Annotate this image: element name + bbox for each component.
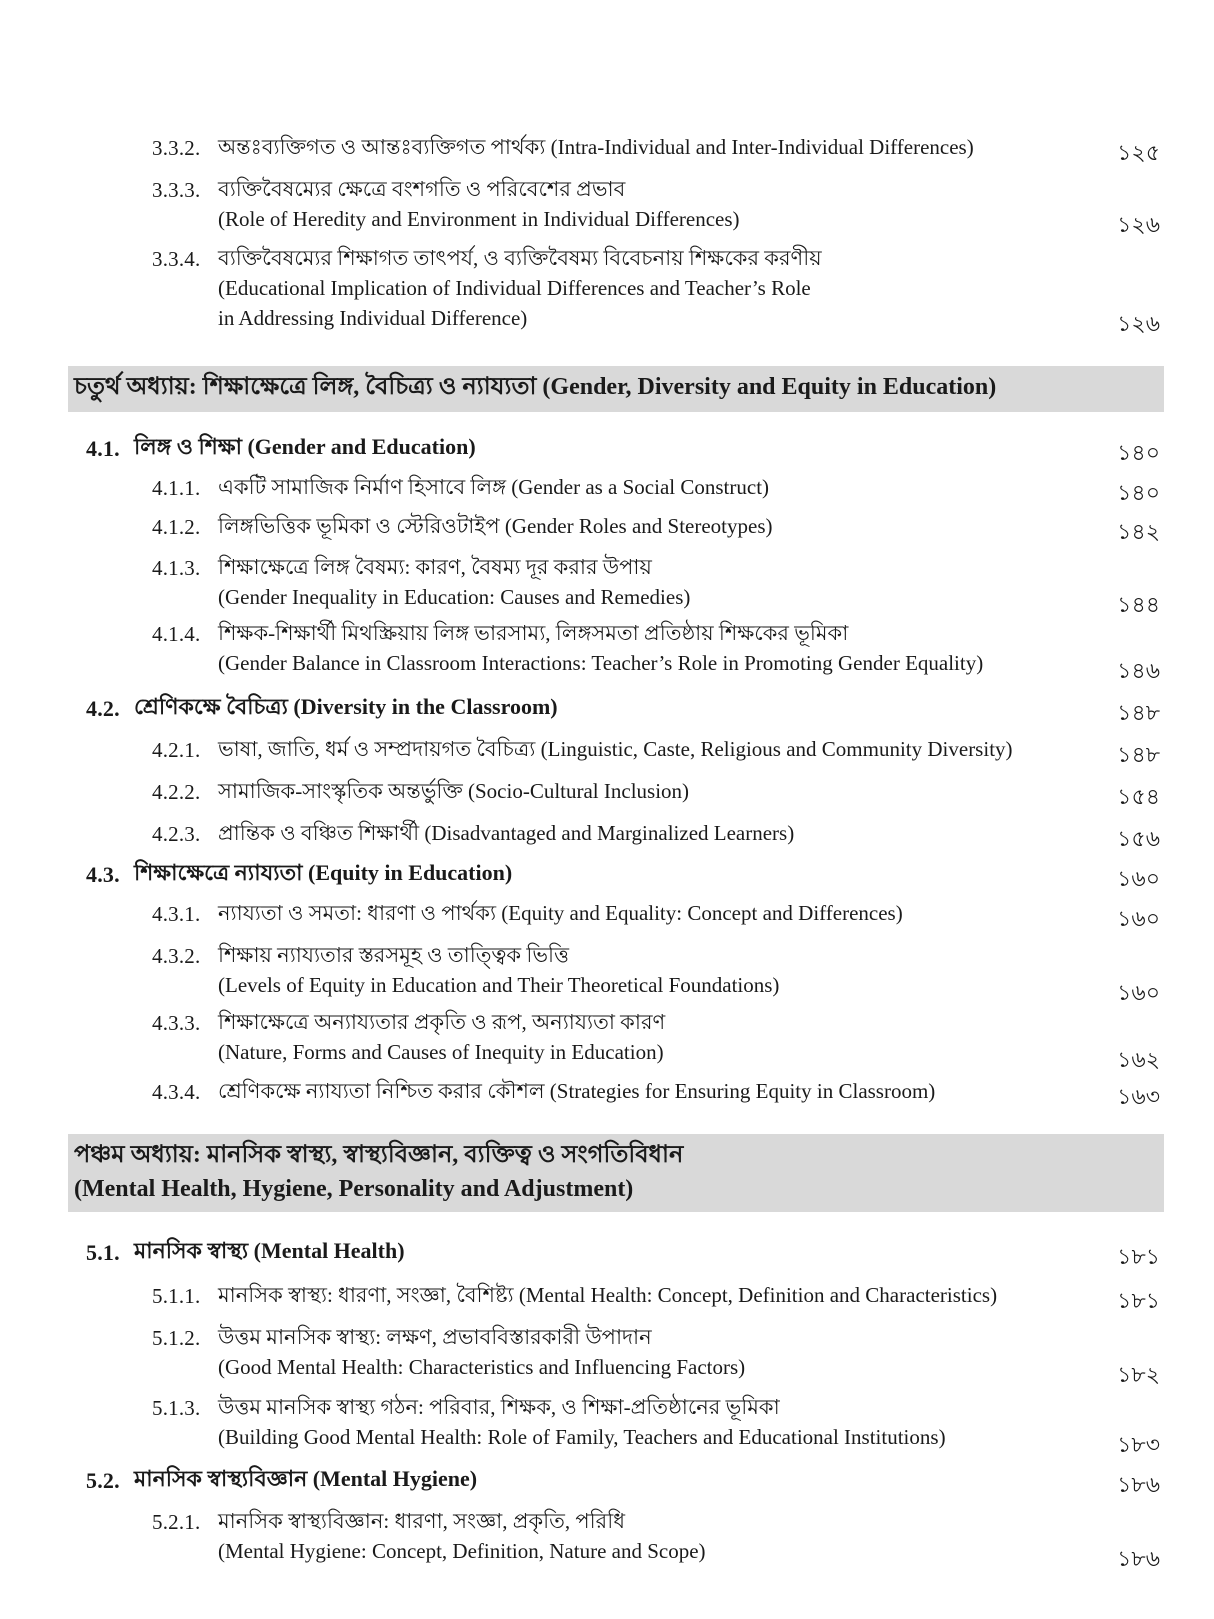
entry-line: (Gender Inequality in Education: Causes and Remedies) bbox=[218, 585, 691, 609]
page-number: ১৪৮ bbox=[1117, 700, 1160, 725]
entry-title bbox=[218, 132, 1084, 162]
entry-line: (Good Mental Health: Characteristics and Influencing Factors) bbox=[218, 1355, 746, 1379]
entry-number: 5.2. bbox=[86, 1468, 120, 1493]
entry-number: 4.1.1. bbox=[152, 476, 201, 500]
entry-number: 4.3.1. bbox=[152, 902, 201, 926]
page-number: ১৮১ bbox=[1117, 1244, 1160, 1269]
entry-title bbox=[218, 1322, 1084, 1382]
entry-number: 3.3.4. bbox=[152, 247, 201, 271]
entry-number: 5.1.1. bbox=[152, 1284, 201, 1308]
entry-line: একটি সামাজিক নির্মাণ হিসাবে লিঙ্গ (Gender as a Social Construct) bbox=[218, 475, 770, 499]
page-number: ১৮৬ bbox=[1117, 1472, 1160, 1497]
entry-title bbox=[134, 692, 1084, 722]
page-number: ১২৬ bbox=[1117, 212, 1160, 237]
chapter-5-heading bbox=[68, 1134, 1164, 1212]
entry-number: 4.3.3. bbox=[152, 1011, 201, 1035]
entry-line: মানসিক স্বাস্থ্যবিজ্ঞান (Mental Hygiene) bbox=[134, 1466, 478, 1491]
entry-line: শিক্ষাক্ষেত্রে ন্যায্যতা (Equity in Education) bbox=[134, 860, 513, 885]
entry-number: 4.3. bbox=[86, 862, 120, 887]
entry-line: শিক্ষাক্ষেত্রে লিঙ্গ বৈষম্য: কারণ, বৈষম্য দূর করার উপায় bbox=[218, 555, 652, 579]
entry-title bbox=[218, 1076, 1084, 1106]
entry-number: 4.3.2. bbox=[152, 944, 201, 968]
entry-line: (Educational Implication of Individual Differences and Teacher’s Role bbox=[218, 276, 811, 300]
entry-line: মানসিক স্বাস্থ্য (Mental Health) bbox=[134, 1238, 405, 1263]
entry-number: 4.2.2. bbox=[152, 780, 201, 804]
entry-number: 4.1.2. bbox=[152, 515, 201, 539]
entry-title bbox=[218, 1280, 1084, 1310]
entry-number: 4.2.1. bbox=[152, 738, 201, 762]
page-number: ১৬০ bbox=[1117, 980, 1160, 1005]
chapter-4-title: চতুর্থ অধ্যায়: শিক্ষাক্ষেত্রে লিঙ্গ, বৈচিত্র্য ও ন্যায্যতা (Gender, Diversity and Equity in Education) bbox=[74, 374, 997, 400]
entry-line: ন্যায্যতা ও সমতা: ধারণা ও পার্থক্য (Equity and Equality: Concept and Differences) bbox=[218, 901, 903, 925]
page-number: ১৪০ bbox=[1117, 440, 1160, 465]
entry-title bbox=[218, 243, 1084, 333]
entry-title bbox=[218, 174, 1084, 234]
page-number: ১৫৪ bbox=[1117, 784, 1160, 809]
page-number: ১৬০ bbox=[1117, 906, 1160, 931]
page-number: ১৮২ bbox=[1117, 1362, 1160, 1387]
entry-line: লিঙ্গ ও শিক্ষা (Gender and Education) bbox=[134, 434, 476, 459]
entry-line: উত্তম মানসিক স্বাস্থ্য: লক্ষণ, প্রভাববিস্তারকারী উপাদান bbox=[218, 1325, 652, 1349]
entry-number: 4.3.4. bbox=[152, 1080, 201, 1104]
page-number: ১৮৩ bbox=[1117, 1432, 1160, 1457]
entry-title bbox=[134, 432, 1084, 462]
entry-line: মানসিক স্বাস্থ্যবিজ্ঞান: ধারণা, সংজ্ঞা, প্রকৃতি, পরিধি bbox=[218, 1509, 625, 1533]
entry-title bbox=[218, 818, 1084, 848]
entry-line: শিক্ষাক্ষেত্রে অন্যায্যতার প্রকৃতি ও রূপ, অন্যায্যতা কারণ bbox=[218, 1010, 666, 1034]
entry-line: প্রান্তিক ও বঞ্চিত শিক্ষার্থী (Disadvantaged and Marginalized Learners) bbox=[218, 821, 795, 845]
entry-number: 5.2.1. bbox=[152, 1510, 201, 1534]
page-number: ১৮৬ bbox=[1117, 1546, 1160, 1571]
page-number: ১৪৮ bbox=[1117, 742, 1160, 767]
entry-title bbox=[218, 1007, 1084, 1067]
entry-number: 4.2. bbox=[86, 696, 120, 721]
entry-number: 5.1. bbox=[86, 1240, 120, 1265]
entry-line: লিঙ্গভিত্তিক ভূমিকা ও স্টেরিওটাইপ (Gender Roles and Stereotypes) bbox=[218, 514, 773, 538]
entry-title bbox=[218, 734, 1084, 764]
chapter-4-heading bbox=[68, 366, 1164, 412]
entry-line: ব্যক্তিবৈষম্যের শিক্ষাগত তাৎপর্য, ও ব্যক্তিবৈষম্য বিবেচনায় শিক্ষকের করণীয় bbox=[218, 246, 822, 270]
entry-line: ব্যক্তিবৈষম্যের ক্ষেত্রে বংশগতি ও পরিবেশের প্রভাব bbox=[218, 177, 626, 201]
entry-number: 4.1.4. bbox=[152, 622, 201, 646]
chapter-5-title-bengali: পঞ্চম অধ্যায়: মানসিক স্বাস্থ্য, স্বাস্থ্যবিজ্ঞান, ব্যক্তিত্ব ও সংগতিবিধান bbox=[74, 1142, 684, 1168]
entry-number: 3.3.3. bbox=[152, 178, 201, 202]
entry-title bbox=[218, 1506, 1084, 1566]
entry-title bbox=[218, 940, 1084, 1000]
page-number: ১২৬ bbox=[1117, 311, 1160, 336]
entry-number: 5.1.3. bbox=[152, 1396, 201, 1420]
entry-line: মানসিক স্বাস্থ্য: ধারণা, সংজ্ঞা, বৈশিষ্ট্য (Mental Health: Concept, Definition and Characteristics) bbox=[218, 1283, 998, 1307]
entry-line: উত্তম মানসিক স্বাস্থ্য গঠন: পরিবার, শিক্ষক, ও শিক্ষা-প্রতিষ্ঠানের ভূমিকা bbox=[218, 1395, 780, 1419]
entry-line: সামাজিক-সাংস্কৃতিক অন্তর্ভুক্তি (Socio-Cultural Inclusion) bbox=[218, 779, 690, 803]
entry-line: (Levels of Equity in Education and Their Theoretical Foundations) bbox=[218, 973, 780, 997]
entry-line: (Nature, Forms and Causes of Inequity in Education) bbox=[218, 1040, 664, 1064]
entry-title bbox=[134, 1464, 1084, 1494]
entry-line: অন্তঃব্যক্তিগত ও আন্তঃব্যক্তিগত পার্থক্য (Intra-Individual and Inter-Individual Differences) bbox=[218, 135, 974, 159]
entry-title bbox=[218, 1392, 1084, 1452]
chapter-5-title-english: (Mental Health, Hygiene, Personality and Adjustment) bbox=[74, 1176, 634, 1202]
entry-number: 4.1. bbox=[86, 436, 120, 461]
page-number: ১৪৬ bbox=[1117, 658, 1160, 683]
entry-line: (Gender Balance in Classroom Interactions: Teacher’s Role in Promoting Gender Equality) bbox=[218, 651, 984, 675]
entry-line: শিক্ষক-শিক্ষার্থী মিথস্ক্রিয়ায় লিঙ্গ ভারসাম্য, লিঙ্গসমতা প্রতিষ্ঠায় শিক্ষকের ভূমিকা bbox=[218, 621, 849, 645]
entry-line: (Mental Hygiene: Concept, Definition, Nature and Scope) bbox=[218, 1539, 706, 1563]
page-number: ১৪৪ bbox=[1117, 592, 1160, 617]
page-number: ১৬২ bbox=[1117, 1047, 1160, 1072]
page-number: ১৮১ bbox=[1117, 1288, 1160, 1313]
entry-title bbox=[218, 552, 1084, 612]
entry-title bbox=[134, 858, 1084, 888]
entry-number: 4.1.3. bbox=[152, 556, 201, 580]
entry-number: 5.1.2. bbox=[152, 1326, 201, 1350]
entry-title bbox=[134, 1236, 1084, 1266]
entry-title bbox=[218, 776, 1084, 806]
page-number: ১৪২ bbox=[1117, 519, 1160, 544]
entry-title bbox=[218, 511, 1084, 541]
entry-line: (Building Good Mental Health: Role of Family, Teachers and Educational Institutions) bbox=[218, 1425, 946, 1449]
page-number: ১৫৬ bbox=[1117, 826, 1160, 851]
page-number: ১৬০ bbox=[1117, 866, 1160, 891]
entry-line: in Addressing Individual Difference) bbox=[218, 306, 528, 330]
entry-line: ভাষা, জাতি, ধর্ম ও সম্প্রদায়গত বৈচিত্র্য (Linguistic, Caste, Religious and Community Diversity) bbox=[218, 737, 1013, 761]
entry-number: 4.2.3. bbox=[152, 822, 201, 846]
entry-line: শিক্ষায় ন্যায্যতার স্তরসমূহ ও তাত্ত্বিক ভিত্তি bbox=[218, 943, 570, 967]
page-number: ১৪০ bbox=[1117, 480, 1160, 505]
entry-line: শ্রেণিকক্ষে ন্যায্যতা নিশ্চিত করার কৌশল (Strategies for Ensuring Equity in Classroom) bbox=[218, 1079, 936, 1103]
page-number: ১২৫ bbox=[1117, 140, 1160, 165]
entry-line: শ্রেণিকক্ষে বৈচিত্র্য (Diversity in the Classroom) bbox=[134, 694, 558, 719]
entry-title bbox=[218, 472, 1084, 502]
entry-title bbox=[218, 898, 1084, 928]
page-number: ১৬৩ bbox=[1117, 1084, 1160, 1109]
entry-number: 3.3.2. bbox=[152, 136, 201, 160]
entry-line: (Role of Heredity and Environment in Individual Differences) bbox=[218, 207, 740, 231]
entry-title bbox=[218, 618, 1084, 678]
